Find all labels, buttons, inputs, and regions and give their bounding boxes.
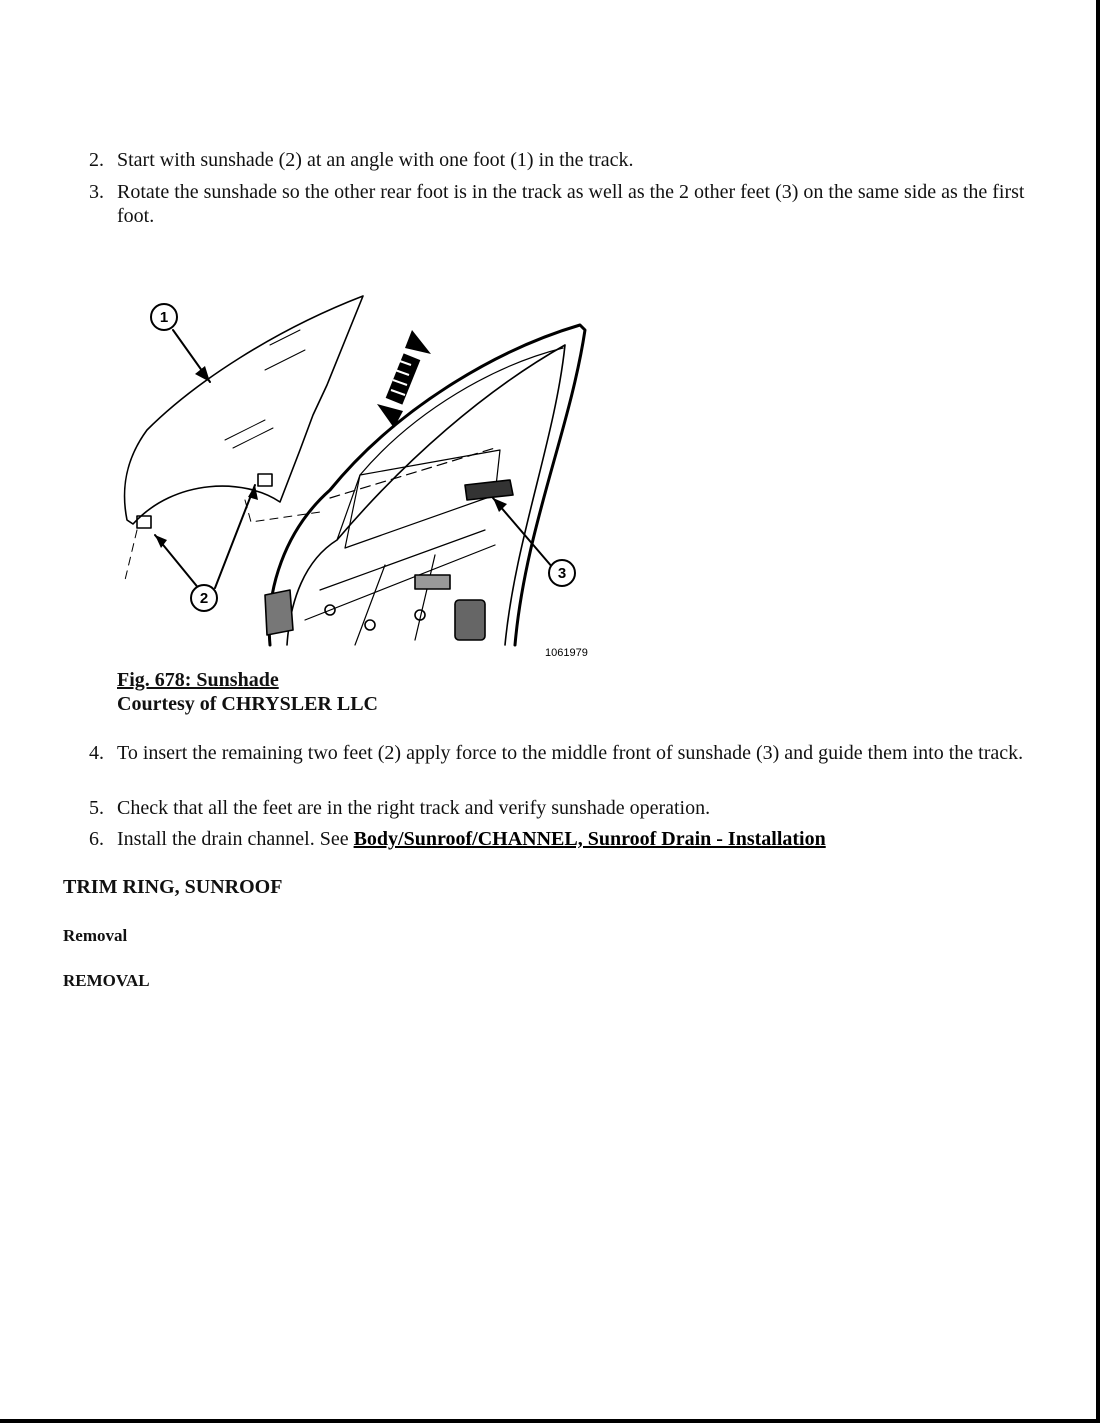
regulator-motor	[415, 575, 450, 589]
callout-label: 1	[159, 309, 169, 326]
step-number: 3.	[89, 181, 104, 203]
figure-caption	[117, 668, 378, 716]
speaker-opening	[455, 600, 485, 640]
sub-heading: Removal	[63, 926, 128, 945]
step-number: 5.	[89, 797, 104, 819]
callout-arrowhead	[195, 366, 210, 382]
callout-arrowhead	[493, 498, 507, 512]
step-number: 6.	[89, 828, 104, 850]
figure-code: 1061979	[545, 647, 588, 659]
sunshade-track	[465, 480, 513, 500]
door-frame-outer	[269, 325, 585, 645]
step-number: 2.	[89, 149, 104, 171]
step-text: Rotate the sunshade so the other rear foot is in the track as well as the 2 other feet (3) on the same side as the first foot.	[117, 181, 1025, 227]
section-heading: TRIM RING, SUNROOF	[63, 876, 283, 898]
callout-leader-2	[155, 485, 255, 590]
door-bolt	[365, 620, 375, 630]
sunshade-foot	[258, 474, 272, 486]
sunshade-figure	[115, 290, 605, 660]
step-text: To insert the remaining two feet (2) apply force to the middle front of sunshade (3) and guide them into the track.	[117, 742, 1024, 764]
sub-heading-caps: REMOVAL	[63, 971, 150, 990]
callout-label: 3	[557, 565, 567, 582]
glass-reflection-lines	[265, 330, 305, 370]
glass-reflection-lines-lower	[225, 420, 273, 448]
door-frame-inner	[287, 345, 565, 645]
callout-label: 2	[199, 590, 209, 607]
step-text: Check that all the feet are in the right track and verify sunshade operation.	[117, 797, 711, 819]
step-number: 4.	[89, 742, 104, 764]
guide-line	[125, 530, 137, 580]
step-text: Start with sunshade (2) at an angle with one foot (1) in the track.	[117, 149, 634, 171]
sunshade-illustration	[115, 290, 605, 660]
movement-arrow-icon	[377, 330, 431, 428]
figure-credit: Courtesy of CHRYSLER LLC	[117, 693, 378, 715]
step-text: Install the drain channel. See	[117, 828, 354, 850]
figure-title: Fig. 678: Sunshade	[117, 669, 279, 691]
drain-channel-installation-link[interactable]: Body/Sunroof/CHANNEL, Sunroof Drain - Installation	[353, 828, 826, 850]
door-latch	[265, 590, 293, 635]
step-text-wrapper	[117, 827, 1042, 851]
